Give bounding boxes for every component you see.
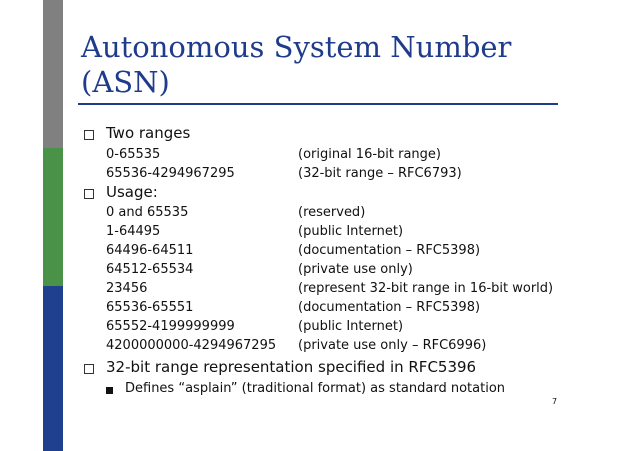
asn-range: 65536-4294967295 — [106, 166, 235, 181]
asn-range: 64496-64511 — [106, 243, 194, 258]
asn-description: (private use only) — [298, 262, 413, 277]
asn-range: 65536-65551 — [106, 300, 194, 315]
asn-range: 0 and 65535 — [106, 205, 189, 220]
title-underline — [78, 103, 558, 105]
asn-description: (documentation – RFC5398) — [298, 243, 481, 258]
sub-bullet-marker — [106, 387, 113, 394]
bullet-marker — [84, 189, 94, 199]
asn-description: (32-bit range – RFC6793) — [298, 166, 462, 181]
bullet-text: Two ranges — [106, 124, 191, 142]
asn-range: 23456 — [106, 281, 148, 296]
bullet-text: 32-bit range representation specified in RFC5396 — [106, 358, 477, 376]
asn-range: 1-64495 — [106, 224, 161, 239]
asn-range: 65552-4199999999 — [106, 319, 235, 334]
slide-title: Autonomous System Number (ASN) — [81, 30, 512, 99]
bullet-text: Usage: — [106, 183, 158, 201]
asn-range: 0-65535 — [106, 147, 161, 162]
sub-bullet-text: Defines “asplain” (traditional format) as standard notation — [125, 381, 506, 396]
side-bar-green — [43, 148, 63, 286]
bullet-marker — [84, 130, 94, 140]
bullet-marker — [84, 364, 94, 374]
asn-description: (original 16-bit range) — [298, 147, 441, 162]
side-bar-blue — [43, 286, 63, 451]
asn-description: (reserved) — [298, 205, 366, 220]
asn-range: 4200000000-4294967295 — [106, 338, 277, 353]
page-number: 7 — [552, 397, 558, 406]
asn-description: (documentation – RFC5398) — [298, 300, 481, 315]
asn-description: (represent 32-bit range in 16-bit world) — [298, 281, 554, 296]
asn-range: 64512-65534 — [106, 262, 194, 277]
side-bar-gray — [43, 0, 63, 148]
asn-description: (private use only – RFC6996) — [298, 338, 487, 353]
asn-description: (public Internet) — [298, 224, 404, 239]
asn-description: (public Internet) — [298, 319, 404, 334]
